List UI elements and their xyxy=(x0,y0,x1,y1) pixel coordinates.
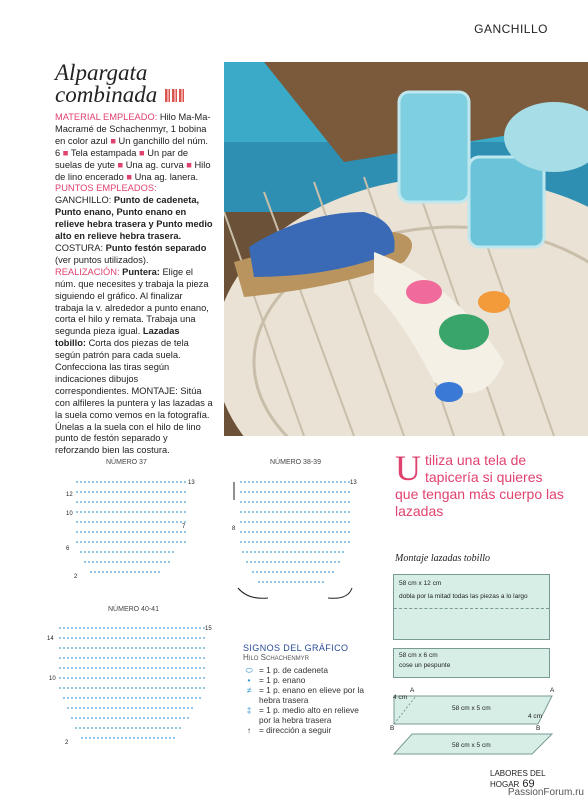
legend-title: SIGNOS DEL GRÁFICO xyxy=(243,643,349,653)
hdc-relief-icon: ‡ xyxy=(246,705,252,715)
label-B-right: B xyxy=(536,725,541,732)
chart-legend xyxy=(243,643,364,735)
title-line-1: Alpargata xyxy=(55,60,148,85)
legend-item: ⬭ = 1 p. de cadeneta xyxy=(243,665,364,675)
label-4cm-right: 4 cm xyxy=(528,713,543,720)
article-body: MATERIAL EMPLEADO: Hilo Ma-Ma-Macramé de Schachenmyr, 1 bobina en color azul ■ Un ganchillo del núm. 6 ■ Tela estampada ■ Un par de suelas de yute ■ Una ag. curva ■ Hilo de lino encerado ■ Una ag. lanera. PUNTOS EMPLEADOS: GANCHILLO: Punto de cadeneta, Punto enano, Punto enano en relieve hebra trasera y Punto medio alto en relieve hebra trasera. COSTURA: Punto festón separado (ver puntos utilizados). REALIZACIÓN: Puntera: Elige el núm. que necesites y trabaja la pieza siguiendo el gráfico. Al finalizar trabaja la v. alrededor a punto enano, corta el hilo y remata. Trabaja una segunda pieza igual. Lazadas tobillo: Corta dos piezas de tela según patrón para cada suela. Confecciona las tiras según indicaciones dibujos correspondientes. MONTAJE: Sitúa con alfileres la puntera y las lazadas a la suela como vemos en la fotografía. Únelas a la suela con el hilo de lino punto de festón separado y reforzando bien las costura. xyxy=(55,112,213,456)
svg-text:13: 13 xyxy=(350,480,357,486)
svg-text:7: 7 xyxy=(182,524,186,530)
chart-40-41-title: NÚMERO 40-41 xyxy=(108,606,159,613)
slip-stitch-icon: • xyxy=(247,675,251,685)
montaje-title: Montaje lazadas tobillo xyxy=(395,553,490,564)
section-header: GANCHILLO xyxy=(474,22,548,36)
label-A-right: A xyxy=(550,687,555,694)
chain-stitch-icon: ⬭ xyxy=(245,665,253,675)
legend-item: ‡ = 1 p. medio alto en relieve por la hebra trasera xyxy=(243,705,364,725)
watermark: PassionForum.ru xyxy=(507,787,584,798)
svg-text:10: 10 xyxy=(66,511,73,517)
panel-58x6: 58 cm x 6 cm cose un pespunte xyxy=(393,648,550,678)
back-loop-slip-icon: ≠ xyxy=(246,685,252,695)
realizacion-label: REALIZACIÓN: xyxy=(55,266,120,277)
product-photo xyxy=(224,62,588,436)
article-title xyxy=(55,62,184,106)
page-number: 69 xyxy=(522,778,535,790)
chart-40-41-diagram xyxy=(45,618,215,758)
svg-text:6: 6 xyxy=(66,546,70,552)
chart-37-title: NÚMERO 37 xyxy=(106,459,147,466)
chart-37-diagram xyxy=(66,470,206,590)
chart-38-39-title: NÚMERO 38-39 xyxy=(270,459,321,466)
legend-item: ≠ = 1 p. enano en elieve por la hebra trasera xyxy=(243,685,364,705)
svg-text:2: 2 xyxy=(74,574,78,580)
svg-text:13: 13 xyxy=(188,480,195,486)
yarn-icon xyxy=(172,89,177,102)
label-4cm-left: 4 cm xyxy=(393,694,408,701)
legend-item: • = 1 p. enano xyxy=(243,675,364,685)
arrow-up-icon: ↑ xyxy=(246,725,252,735)
legend-yarn: Hilo Schachenmyr xyxy=(243,653,310,662)
panel-58x12: 58 cm x 12 cm dobla por la mitad todas las piezas a lo largo xyxy=(393,574,550,640)
svg-text:14: 14 xyxy=(47,636,54,642)
legend-item: ↑ = dirección a seguir xyxy=(243,725,364,735)
svg-text:10: 10 xyxy=(49,676,56,682)
puntos-label: PUNTOS EMPLEADOS: xyxy=(55,183,157,194)
svg-text:8: 8 xyxy=(232,526,236,532)
yarn-icon xyxy=(179,89,184,102)
svg-text:12: 12 xyxy=(66,492,73,498)
label-58x5-b: 58 cm x 5 cm xyxy=(452,742,491,749)
pull-quote: Utiliza una tela de tapicería si quieres que tengan más cuerpo las lazadas xyxy=(395,448,564,519)
material-label: MATERIAL EMPLEADO: xyxy=(55,112,158,122)
chart-38-39-diagram xyxy=(228,470,368,605)
label-B-left: B xyxy=(390,725,395,732)
drop-cap: U xyxy=(395,448,421,488)
svg-text:15: 15 xyxy=(205,626,212,632)
label-A-left: A xyxy=(410,687,415,694)
title-line-2: combinada xyxy=(55,84,184,106)
yarn-icon xyxy=(165,89,170,102)
page-footer: LABORES DEL HOGAR 69 xyxy=(490,769,546,790)
label-58x5-a: 58 cm x 5 cm xyxy=(452,705,491,712)
svg-text:2: 2 xyxy=(65,740,69,746)
